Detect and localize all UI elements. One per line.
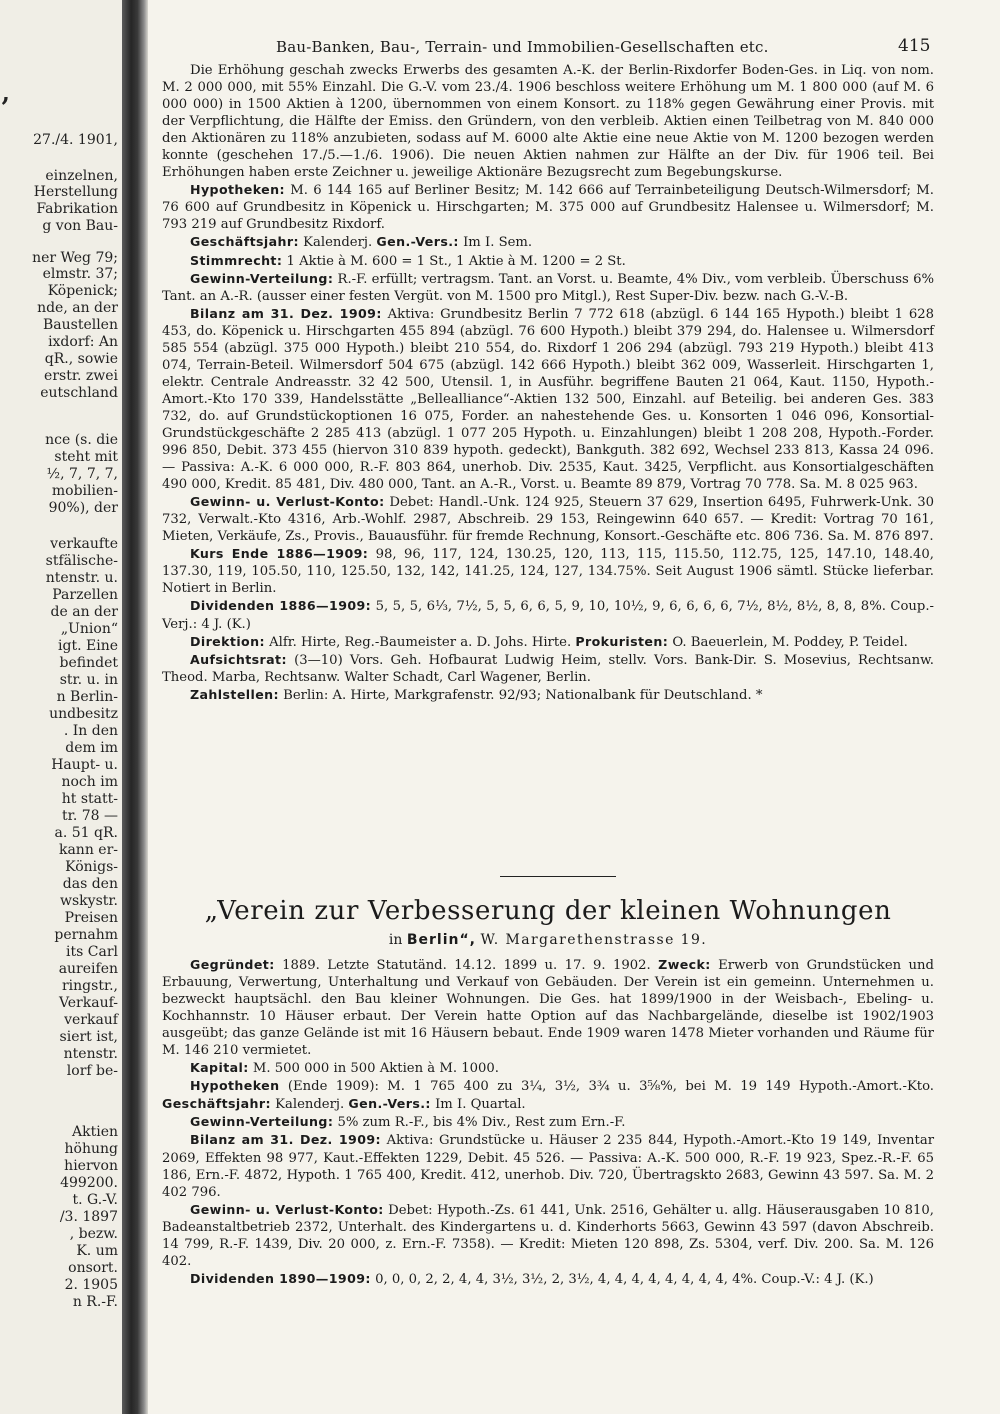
left-fragment-line: Aktien [72,1124,118,1140]
paragraph-text: Kalenderj. [303,235,373,251]
left-fragment-line: 499200. [60,1175,118,1191]
section-a-paragraph [162,270,934,305]
paragraph-text: Kalenderj. [275,1097,345,1113]
paragraph-label: Zahlstellen: [190,686,279,702]
left-fragment-line: 27./4. 1901, [33,132,118,148]
left-fragment-line: steht mit [54,449,118,465]
left-fragment-line: a. 51 qR. [54,825,118,841]
left-fragment-line: Preisen [64,910,118,926]
subtitle-prefix: in [388,932,403,948]
paragraph-text: O. Baeuerlein, M. Poddey, P. Teidel. [672,634,908,650]
book-gutter [122,0,148,1414]
left-fragment-line: stfälische- [45,553,118,569]
paragraph-label: Gewinn- u. Verlust-Konto: [190,1201,384,1217]
left-fragment-line: t. G.-V. [72,1192,118,1208]
left-fragment-line: aureifen [58,961,118,977]
paragraph-label: Gegründet: [190,957,275,972]
left-fragment-line: ixdorf: An [48,334,118,350]
left-fragment-line: „Union“ [60,621,118,637]
page-number: 415 [898,36,931,56]
paragraph-label: Hypotheken [190,1078,280,1094]
left-fragment-line: de an der [50,604,118,620]
left-fragment-line: onsort. [68,1260,118,1276]
paragraph-label: Dividenden 1890—1909: [190,1270,371,1286]
left-fragment-line: . In den [63,723,118,739]
paragraph-label: Hypotheken: [190,182,285,198]
left-fragment-line: ner Weg 79; [32,250,118,266]
left-fragment-line: g von Bau- [42,218,118,234]
left-fragment-line: Baustellen [42,317,118,333]
paragraph-text: 5% zum R.-F., bis 4% Div., Rest zum Ern.-F. [337,1115,626,1131]
section-b-paragraph [162,1077,934,1113]
paragraph-text: Im I. Sem. [463,235,533,251]
section-a-paragraph [162,493,934,545]
left-fragment-line: verkauf [64,1012,118,1028]
left-fragment-line: tr. 78 — [62,808,118,824]
left-fragment-line: das den [62,876,118,892]
left-fragment-line: ntenstr. u. [45,570,118,586]
section-b-paragraph [162,1131,934,1200]
left-fragment-line: eutschland [40,385,118,401]
paragraph-text: M. 6 144 165 auf Berliner Besitz; M. 142 666 auf Terrainbeteiligung Deutsch-Wilmersdorf; M. 76 600 auf Grundbesitz in Köpenick u. Hirschgarten; M. 375 000 auf Grundbesitz Halensee u. Wilmersdorf; M. 793 219 auf Grundbesitz Rixdorf. [162,183,934,233]
left-fragment-line: Haupt- u. [51,757,118,773]
paragraph-text: Debet: Hypoth.-Zs. 61 441, Unk. 2516, Gehälter u. allg. Häuserausgaben 10 810, Badeanstaltbetrieb 2372, Unterhalt. des Kindergartens u. d. Kinderhorts 5663, Gewinn 43 597 (davon Abschreib. 14 799, R.-F. 1439, Div. 20 000, z. Ern.-F. 7358). — Kredit: Mieten 120 898, Zs. 5304, verf. Div. 200. Sa. M. 126 402. [162,1202,934,1269]
left-fragment-line: K. um [76,1243,118,1259]
left-fragment-line: Köpenick; [47,283,118,299]
paragraph-label: Gewinn-Verteilung: [190,1114,334,1130]
paragraph-label: Kurs Ende 1886—1909: [190,546,369,562]
left-fragment-line: /3. 1897 [59,1209,118,1225]
section-a-paragraph [162,233,934,251]
paragraph-label: Kapital: [190,1060,249,1076]
paragraph-text: Im I. Quartal. [435,1097,526,1113]
left-fragment-line: Fabrikation [36,201,118,217]
paragraph-text: Berlin: A. Hirte, Markgrafenstr. 92/93; Nationalbank für Deutschland. * [283,687,763,703]
running-head: Bau-Banken, Bau-, Terrain- und Immobilien-Gesellschaften etc. [276,38,769,56]
left-fragment-line: befindet [59,655,118,671]
paragraph-text: 1 Aktie à M. 600 = 1 St., 1 Aktie à M. 1200 = 2 St. [286,253,626,269]
left-fragment-line: ntenstr. [63,1046,118,1062]
verein-entry-body [162,956,934,1288]
section-a-paragraph [162,597,934,632]
section-b-paragraph [162,956,934,1059]
left-fragment-line: Verkauf- [58,995,118,1011]
paragraph-text: Erwerb von Grundstücken und Erbauung, Verwertung, Unterhaltung und Verkauf von Gebäuden. Der Verein ist ein gemeinn. Unternehmen u. bezweckt hauptsächl. den Bau kleiner Wohnungen. Die Ges. hat 1899/1900 in der Weisbach-, Ebeling- u. Kochhannstr. 10 Häuser erbaut. Der Verein hatte Option auf das Nachbargelände, dieselbe ist 1902/1903 ausgeübt; das ganze Gelände ist mit 16 Häusern bebaut. Ende 1909 waren 1478 Mieter vorhanden und Räume für M. 146 210 vermietet. [162,958,934,1059]
entry-divider [500,876,616,877]
left-fragment-line: Parzellen [52,587,118,603]
left-fragment-line: nce (s. die [45,432,118,448]
section-a-paragraph [162,62,934,181]
left-fragment-line: ½, 7, 7, 7, [46,466,118,482]
section-a-paragraph [162,181,934,233]
left-fragment-line: pernahm [54,927,118,943]
left-fragment-line: erstr. zwei [44,368,118,384]
left-fragment-line: ht statt- [61,791,118,807]
left-fragment-line: verkaufte [50,536,118,552]
left-fragment-line: kann er- [58,842,118,858]
left-fragment-line: its Carl [66,944,118,960]
paragraph-label: Aufsichtsrat: [190,651,287,667]
left-fragment-line: siert ist, [59,1029,118,1045]
left-fragment-line: nde, an der [37,300,118,316]
paragraph-text: Die Erhöhung geschah zwecks Erwerbs des gesamten A.-K. der Berlin-Rixdorfer Boden-Ges. in Liq. von nom. M. 2 000 000, mit 55% Einzahl. Die G.-V. vom 23./4. 1906 beschloss weitere Erhöhung um M. 1 800 000 (auf M. 6 000 000) in 1500 Aktien à 1200, übernommen von einem Konsort. zu 118% gegen Gewährung einer Provis. mit der Verpflichtung, die Hälfte der Emiss. den Gründern, von den verbleib. Aktien einen Teilbetrag von M. 840 000 den Aktionären zu 118% anzubieten, sodass auf M. 6000 alte Aktie eine neue Aktie von M. 1200 bezogen werden konnte (geschehen 17./5.—1./6. 1906). Die neuen Aktien nahmen zur Hälfte an der Div. für 1906 teil. Bei Erhöhungen haben erste Zeichner u. jeweilige Aktionäre Bezugsrecht zum Begebungskurse. [162,63,934,181]
section-a-paragraph [162,545,934,597]
left-fragment-line: wskystr. [60,893,118,909]
left-fragment-line: hiervon [64,1158,118,1174]
paragraph-text: (3—10) Vors. Geh. Hofbaurat Ludwig Heim, stellv. Vors. Bank-Dir. S. Mosevius, Rechtsanw. Theod. Marba, Rechtsanw. Walter Schadt, Carl Wagener, Berlin. [162,652,934,685]
entry-subtitle [162,932,934,948]
paragraph-label: Bilanz am 31. Dez. 1909: [190,1132,381,1148]
section-b-paragraph [162,1059,934,1077]
left-fragment-line: undbesitz [49,706,118,722]
entry-title: „Verein zur Verbesserung der kleinen Wohnungen [204,896,892,926]
paragraph-label: Prokuristen: [575,633,669,649]
subtitle-city: Berlin“, [406,932,476,948]
left-fragment-line: lorf be- [66,1063,118,1079]
left-fragment-line: höhung [64,1141,118,1157]
left-fragment-line: noch im [61,774,118,790]
left-fragment-line: str. u. in [59,672,118,688]
section-a-paragraph [162,651,934,686]
section-b-paragraph [162,1270,934,1288]
left-fragment-line: mobilien- [51,483,118,499]
left-fragment-line: n R.-F. [72,1294,118,1310]
left-fragment-line: igt. Eine [58,638,118,654]
left-fragment-line: n Berlin- [56,689,118,705]
paragraph-label: Bilanz am 31. Dez. 1909: [190,305,382,321]
paragraph-label: Gewinn-Verteilung: [190,270,334,286]
paragraph-text: Debet: Handl.-Unk. 124 925, Steuern 37 629, Insertion 6495, Fuhrwerk-Unk. 30 732, Verwalt.-Kto 4316, Arb.-Wohlf. 2987, Abschreib. 29 153, Reingewinn 640 657. — Kredit: Vortrag 70 161, Mieten, Verkäufe, Zs., Provis., Bauausführ. für fremde Rechnung, Konsort.-Geschäfte etc. 806 736. Sa. M. 876 897. [162,495,934,545]
paragraph-text: Aktiva: Grundstücke u. Häuser 2 235 844, Hypoth.-Amort.-Kto 19 149, Inventar 2069, Effekten 98 977, Kaut.-Effekten 1229, Debit. 45 526. — Passiva: A.-K. 500 000, R.-F. 19 923, Spez.-R.-F. 65 186, Ern.-F. 4872, Hypoth. 1 765 400, Kredit. 412, unerhob. Div. 720, Übertragskto 2683, Gewinn 43 597. Sa. M. 2 402 796. [162,1133,935,1200]
paragraph-label: Gewinn- u. Verlust-Konto: [190,494,385,510]
left-fragment-line: elmstr. 37; [42,266,118,282]
paragraph-label: Zweck: [658,957,711,972]
paragraph-label: Dividenden 1886—1909: [190,598,372,614]
section-a-paragraph [162,252,934,270]
left-page-fragment [0,0,122,1414]
left-fragment-line: , [1,78,10,107]
paragraph-label: Geschäftsjahr: [190,234,299,250]
subtitle-address: W. Margarethenstrasse 19. [480,932,708,948]
left-fragment-line: dem im [65,740,118,756]
paragraph-text: (Ende 1909): M. 1 765 400 zu 3¼, 3½, 3¾ u. 3⅝%, bei M. 19 149 Hypoth.-Amort.-Kto. [287,1079,934,1095]
section-a-paragraph [162,305,934,494]
section-b-paragraph [162,1201,934,1270]
paragraph-text: 0, 0, 0, 2, 2, 4, 4, 3½, 3½, 2, 3½, 4, 4, 4, 4, 4, 4, 4, 4, 4%. Coup.-V.: 4 J. (K.) [375,1271,874,1287]
paragraph-text: 98, 96, 117, 124, 130.25, 120, 113, 115, 115.50, 112.75, 125, 147.10, 148.40, 137.30, 119, 105.50, 110, 125.50, 132, 142, 141.25, 124, 127, 134.75%. Seit August 1906 sämtl. Stücke lieferbar. Notiert in Berlin. [162,547,934,597]
section-a-paragraph [162,686,934,704]
paragraph-label: Direktion: [190,633,265,649]
left-fragment-line: , bezw. [69,1226,118,1242]
paragraph-text: M. 500 000 in 500 Aktien à M. 1000. [252,1061,499,1077]
left-fragment-line: Königs- [65,859,118,875]
left-fragment-line: Herstellung [33,184,118,200]
paragraph-label: Gen.-Vers.: [376,234,459,250]
paragraph-text: R.-F. erfüllt; vertragsm. Tant. an Vorst. u. Beamte, 4% Div., vom verbleib. Überschuss 6% Tant. an A.-R. (ausser einer festen Vergüt. von M. 1500 pro Mitgl.), Rest Super-Div. bezw. nach G.-V.-B. [162,271,934,304]
paragraph-text: Aktiva: Grundbesitz Berlin 7 772 618 (abzügl. 6 144 165 Hypoth.) bleibt 1 628 453, do. Köpenick u. Hirschgarten 455 894 (abzügl. 76 600 Hypoth.) bleibt 379 294, do. Halensee u. Wilmersdorf 585 554 (abzügl. 375 000 Hypoth.) bleibt 210 554, do. Rixdorf 1 206 294 (abzügl. 793 219 Hypoth.) bleibt 413 074, Terrain-Beteil. Wilmersdorf 504 675 (abzügl. 142 666 Hypoth.) bleibt 362 009, Wasserleit. Hirschgarten 1, elektr. Centrale Andreasstr. 32 42 500, Utensil. 1, in Ausführ. begriffene Bauten 21 064, Kaut. 1150, Hypoth.-Amort.-Kto 170 339, Handelsstätte „Bellealliance“-Aktien 132 500, Einzahl. auf Beteilig. bei anderen Ges. 383 732, do. auf Grundstückoptionen 16 075, Forder. an nahestehende Ges. u. Konsorten 1 046 096, Konsortial-Grundstückgeschäfte 2 285 413 (abzügl. 1 077 205 Hypoth. u. Einzahlungen) bleibt 1 208 208, Hypoth.-Forder. 996 850, Debit. 373 455 (hiervon 310 839 hypoth. gedeckt), Bankguth. 382 692, Wechsel 233 813, Kassa 24 096. — Passiva: A.-K. 6 000 000, R.-F. 803 864, unerhob. Div. 2535, Kaut. 3425, Verpflicht. aus Konsortialgeschäften 490 000, Kredit. 85 481, Div. 480 000, Tant. an A.-R., Vorst. u. Beamte 89 879, Vortrag 70 778. Sa. M. 8 025 963. [162,306,934,493]
section-a-paragraph [162,633,934,651]
paragraph-text: 1889. Letzte Statutänd. 14.12. 1899 u. 17. 9. 1902. [282,958,651,973]
left-fragment-line: 90%), der [48,500,118,516]
paragraph-text: Alfr. Hirte, Reg.-Baumeister a. D. Johs. Hirte. [269,634,572,650]
paragraph-label: Stimmrecht: [190,252,283,268]
paragraph-text: 5, 5, 5, 6⅓, 7½, 5, 5, 6, 6, 5, 9, 10, 10½, 9, 6, 6, 6, 6, 7½, 8½, 8½, 8, 8, 8%. Coup.-Verj.: 4 J. (K.) [162,599,934,632]
left-fragment-line: ringstr., [61,978,118,994]
paragraph-label: Gen.-Vers.: [348,1096,431,1112]
paragraph-label: Geschäftsjahr: [162,1096,271,1112]
company-entry-continued [162,62,934,704]
left-fragment-line: qR., sowie [44,351,118,367]
left-fragment-line: 2. 1905 [64,1277,118,1293]
left-fragment-line: einzelnen, [45,168,118,184]
section-b-paragraph [162,1113,934,1131]
